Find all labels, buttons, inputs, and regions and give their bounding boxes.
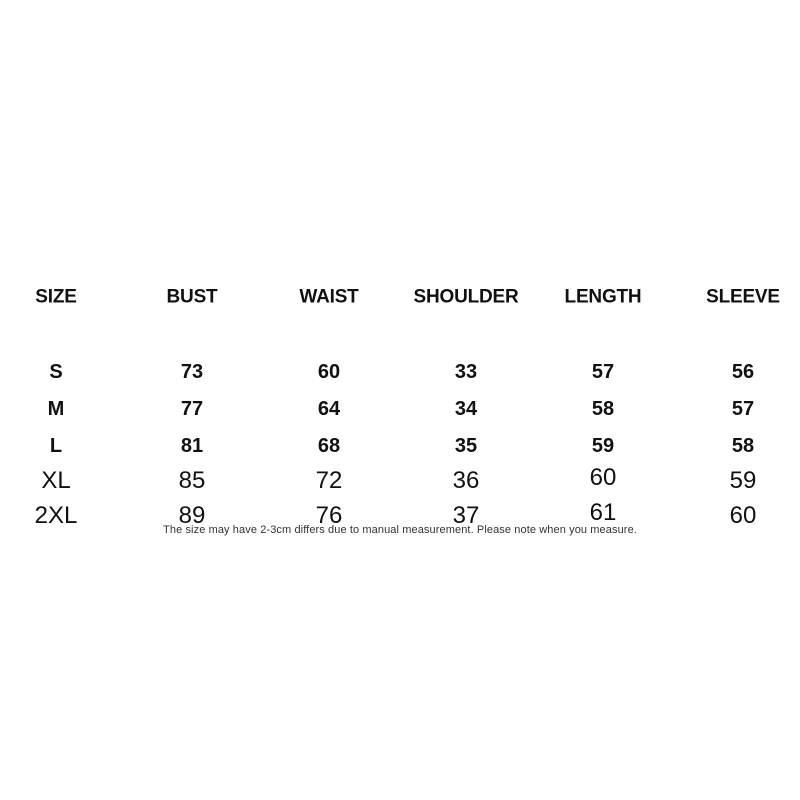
cell-length: 60: [589, 464, 617, 491]
cell-size: S: [49, 361, 63, 383]
cell-waist: 68: [317, 435, 341, 457]
measurement-note: The size may have 2-3cm differs due to manual measurement. Please note when you measure.: [163, 524, 637, 536]
header-bust: BUST: [166, 286, 218, 308]
cell-length: 59: [591, 435, 615, 457]
cell-shoulder: 34: [454, 398, 478, 420]
cell-size: XL: [41, 467, 71, 494]
header-size: SIZE: [35, 286, 77, 308]
cell-size: M: [47, 398, 65, 420]
cell-sleeve: 56: [731, 361, 755, 383]
cell-sleeve: 58: [731, 435, 755, 457]
cell-shoulder: 35: [454, 435, 478, 457]
cell-bust: 81: [180, 435, 204, 457]
cell-bust: 89: [178, 502, 206, 529]
cell-shoulder: 33: [454, 361, 478, 383]
cell-size: 2XL: [34, 502, 78, 529]
cell-waist: 64: [317, 398, 341, 420]
header-sleeve: SLEEVE: [706, 286, 780, 308]
cell-size: L: [49, 435, 63, 457]
cell-length: 57: [591, 361, 615, 383]
header-waist: WAIST: [299, 286, 359, 308]
cell-bust: 73: [180, 361, 204, 383]
cell-sleeve: 60: [729, 502, 757, 529]
cell-waist: 60: [317, 361, 341, 383]
cell-shoulder: 37: [452, 502, 480, 529]
header-length: LENGTH: [564, 286, 642, 308]
cell-bust: 85: [178, 467, 206, 494]
cell-waist: 76: [315, 502, 343, 529]
cell-shoulder: 36: [452, 467, 480, 494]
cell-length: 61: [589, 499, 617, 526]
cell-sleeve: 57: [731, 398, 755, 420]
cell-waist: 72: [315, 467, 343, 494]
cell-bust: 77: [180, 398, 204, 420]
header-shoulder: SHOULDER: [413, 286, 519, 308]
cell-length: 58: [591, 398, 615, 420]
cell-sleeve: 59: [729, 467, 757, 494]
